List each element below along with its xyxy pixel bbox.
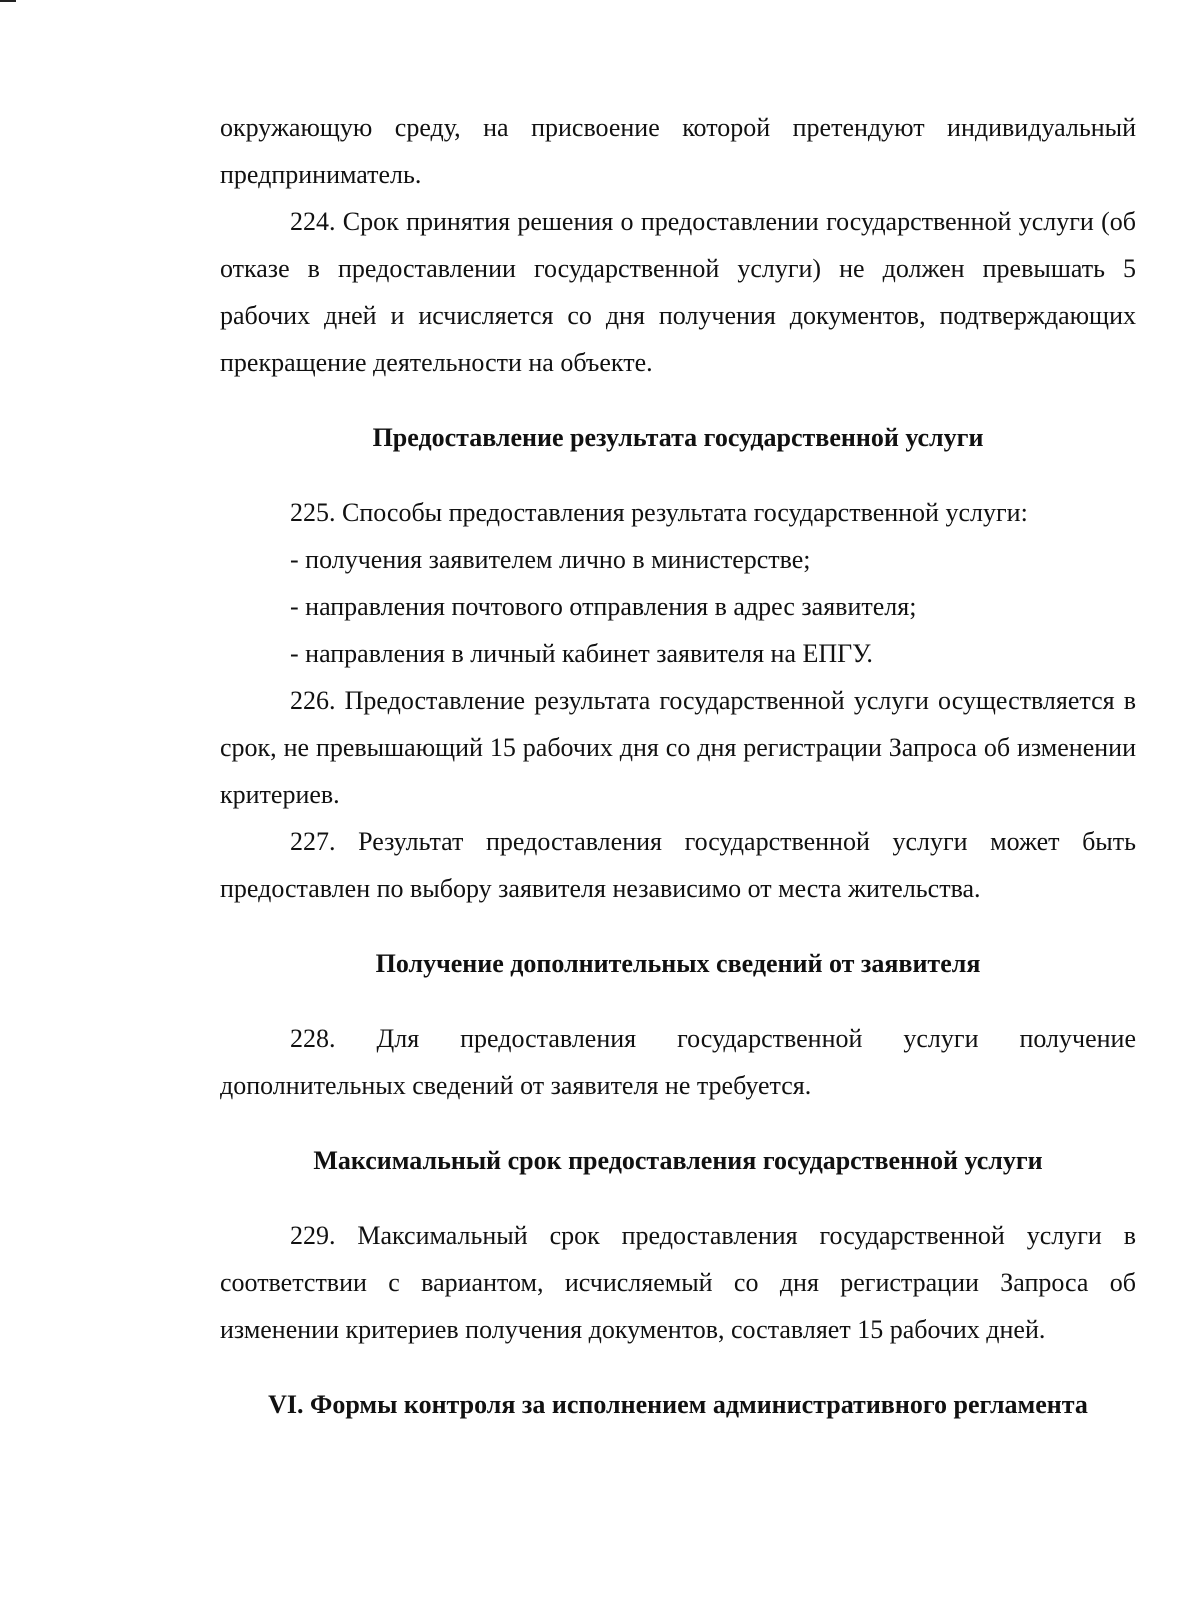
paragraph-229: 229. Максимальный срок предоставления государственной услуги в соответствии с вариантом, исчисляемый со дня регистрации Запроса об изменении критериев получения документов, составляет 15 рабочих дней.	[220, 1221, 1136, 1344]
paragraph-228: 228. Для предоставления государственной услуги получение дополнительных сведений от заявителя не требуется.	[220, 1024, 1136, 1100]
heading-section-vi: VI. Формы контроля за исполнением административного регламента	[268, 1390, 1088, 1419]
paragraph-227: 227. Результат предоставления государственной услуги может быть предоставлен по выбору заявителя независимо от места жительства.	[220, 827, 1136, 903]
document-body	[220, 104, 1136, 1428]
paragraph-continuation: окружающую среду, на присвоение которой претендуют индивидуальный предприниматель.	[220, 113, 1136, 189]
heading-result-delivery: Предоставление результата государственной услуги	[372, 423, 984, 452]
paragraph-226: 226. Предоставление результата государственной услуги осуществляется в срок, не превышающий 15 рабочих дня со дня регистрации Запроса об изменении критериев.	[220, 686, 1136, 809]
paragraph-224: 224. Срок принятия решения о предоставлении государственной услуги (об отказе в предоставлении государственной услуги) не должен превышать 5 рабочих дней и исчисляется со дня получения документов, подтверждающих прекращение деятельности на объекте.	[220, 207, 1136, 377]
paragraph-225: 225. Способы предоставления результата государственной услуги:	[290, 498, 1028, 527]
list-item-epgu: - направления в личный кабинет заявителя на ЕПГУ.	[290, 639, 873, 668]
list-item-personal: - получения заявителем лично в министерстве;	[290, 545, 811, 574]
list-item-mail: - направления почтового отправления в адрес заявителя;	[290, 592, 917, 621]
heading-max-term: Максимальный срок предоставления государственной услуги	[313, 1146, 1043, 1175]
heading-additional-info: Получение дополнительных сведений от заявителя	[375, 949, 981, 978]
scan-edge-mark	[0, 0, 16, 2]
